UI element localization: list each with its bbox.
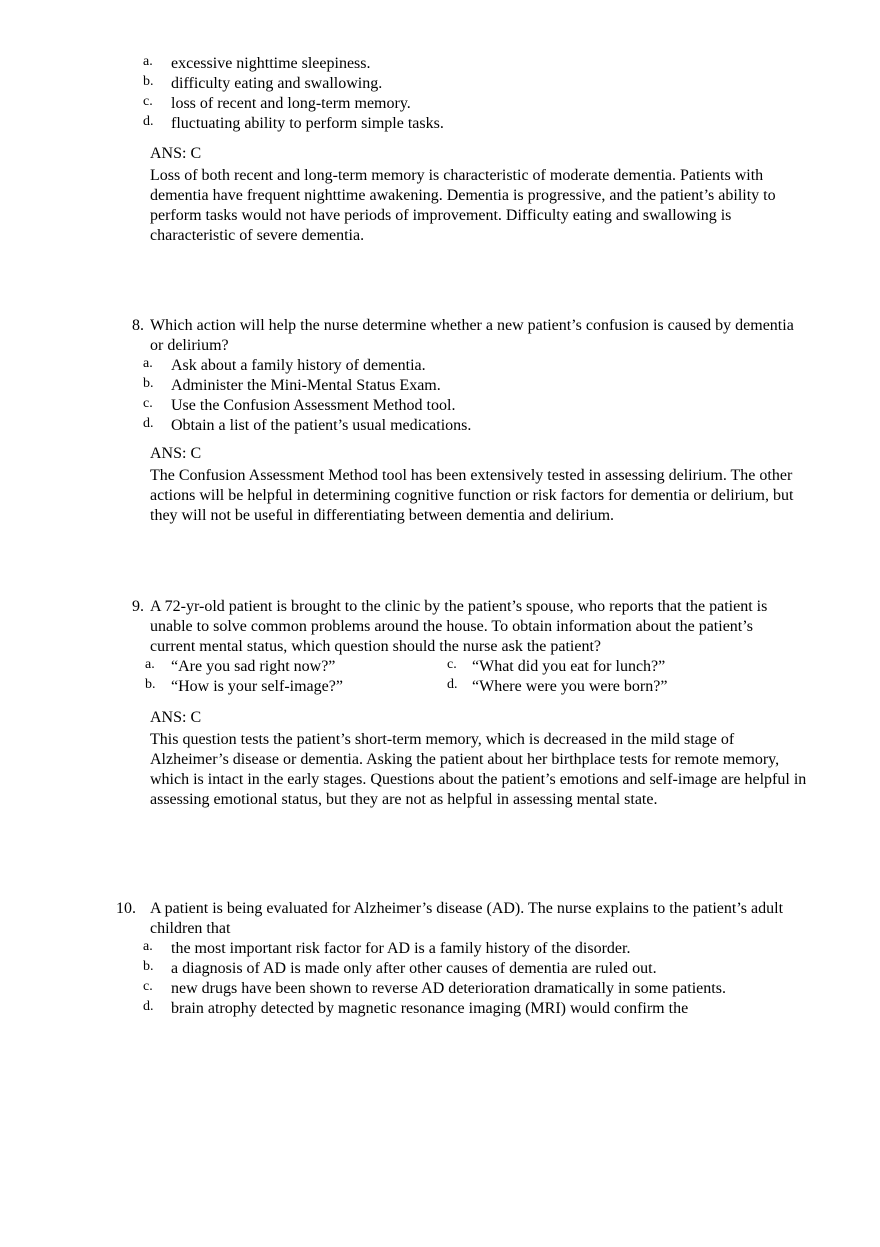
option-text: new drugs have been shown to reverse AD deterioration dramatically in some patients. — [171, 980, 726, 997]
rationale-text: The Confusion Assessment Method tool has been extensively tested in assessing delirium. The other actions will be helpful in determining cognitive function or risk factors for dementia or delirium, but they will not be useful in differentiating between dementia and delirium. — [150, 467, 794, 524]
question-text: Which action will help the nurse determine whether a new patient’s confusion is caused by dementia or delirium? — [150, 317, 794, 354]
option-letter: d. — [143, 114, 154, 129]
option-letter: a. — [143, 54, 153, 69]
option-text: “What did you eat for lunch?” — [472, 658, 666, 675]
question-stem — [0, 316, 880, 356]
option-text: Ask about a family history of dementia. — [171, 357, 426, 374]
option-c — [0, 979, 880, 999]
answer-rationale — [150, 708, 810, 810]
rationale-text: This question tests the patient’s short-term memory, which is decreased in the mild stage of Alzheimer’s disease or dementia. Asking the patient about her birthplace tests for remote memory, which is intact in the early stages. Questions about the patient’s emotions and self-image are helpful in assessing emotional status, but they are not as helpful in assessing mental state. — [150, 731, 807, 808]
option-a — [0, 939, 880, 959]
option-text: the most important risk factor for AD is a family history of the disorder. — [171, 940, 631, 957]
option-letter: a. — [143, 939, 153, 954]
option-row — [0, 657, 880, 677]
option-letter: b. — [143, 959, 154, 974]
option-text: excessive nighttime sleepiness. — [171, 55, 371, 72]
option-text: brain atrophy detected by magnetic resonance imaging (MRI) would confirm the — [171, 1000, 689, 1017]
question-8 — [0, 316, 880, 526]
option-letter: a. — [145, 657, 155, 672]
answer-key: ANS: C — [150, 145, 202, 162]
option-letter: c. — [143, 979, 153, 994]
option-d — [0, 416, 880, 436]
question-number: 10. — [116, 900, 136, 917]
question-text: A 72-yr-old patient is brought to the clinic by the patient’s spouse, who reports that the patient is unable to solve common problems around the house. To obtain information about the patient’s current mental status, which question should the nurse ask the patient? — [150, 598, 768, 655]
question-number: 8. — [132, 317, 144, 334]
answer-key: ANS: C — [150, 445, 202, 462]
option-letter: a. — [143, 356, 153, 371]
option-letter: d. — [447, 677, 458, 692]
option-c — [0, 396, 880, 416]
option-letter: c. — [143, 94, 153, 109]
option-text: loss of recent and long-term memory. — [171, 95, 411, 112]
option-letter: b. — [143, 376, 154, 391]
option-text: difficulty eating and swallowing. — [171, 75, 383, 92]
option-text: fluctuating ability to perform simple tasks. — [171, 115, 444, 132]
option-text: “How is your self-image?” — [171, 678, 343, 695]
option-letter: b. — [145, 677, 156, 692]
answer-options — [0, 54, 880, 134]
option-d — [0, 999, 880, 1019]
option-a — [0, 54, 880, 74]
option-c — [0, 94, 880, 114]
option-row — [0, 677, 880, 697]
rationale-text: Loss of both recent and long-term memory is characteristic of moderate dementia. Patients with dementia have frequent nighttime awakening. Dementia is progressive, and the patient’s ability to perform tasks would not have periods of improvement. Difficulty eating and swallowing is characteristic of severe dementia. — [150, 167, 776, 244]
question-10 — [0, 899, 880, 1019]
option-text: a diagnosis of AD is made only after other causes of dementia are ruled out. — [171, 960, 657, 977]
answer-options-two-column — [0, 657, 880, 697]
option-letter: d. — [143, 999, 154, 1014]
option-d — [0, 114, 880, 134]
option-letter: b. — [143, 74, 154, 89]
option-b — [0, 376, 880, 396]
question-7-continued — [0, 54, 880, 246]
question-stem — [0, 899, 880, 939]
option-b — [0, 959, 880, 979]
option-text: Obtain a list of the patient’s usual medications. — [171, 417, 472, 434]
answer-options — [0, 939, 880, 1019]
option-text: “Where were you were born?” — [472, 678, 668, 695]
question-9 — [0, 597, 880, 810]
option-letter: c. — [447, 657, 457, 672]
answer-rationale — [150, 144, 810, 246]
question-text: A patient is being evaluated for Alzheimer’s disease (AD). The nurse explains to the patient’s adult children that — [150, 900, 784, 937]
option-letter: c. — [143, 396, 153, 411]
answer-options — [0, 356, 880, 436]
option-letter: d. — [143, 416, 154, 431]
option-text: Use the Confusion Assessment Method tool. — [171, 397, 456, 414]
option-a — [0, 356, 880, 376]
question-stem — [0, 597, 880, 657]
answer-key: ANS: C — [150, 709, 202, 726]
option-b — [0, 74, 880, 94]
answer-rationale — [150, 444, 810, 526]
option-text: Administer the Mini-Mental Status Exam. — [171, 377, 441, 394]
option-text: “Are you sad right now?” — [171, 658, 336, 675]
question-number: 9. — [132, 598, 144, 615]
